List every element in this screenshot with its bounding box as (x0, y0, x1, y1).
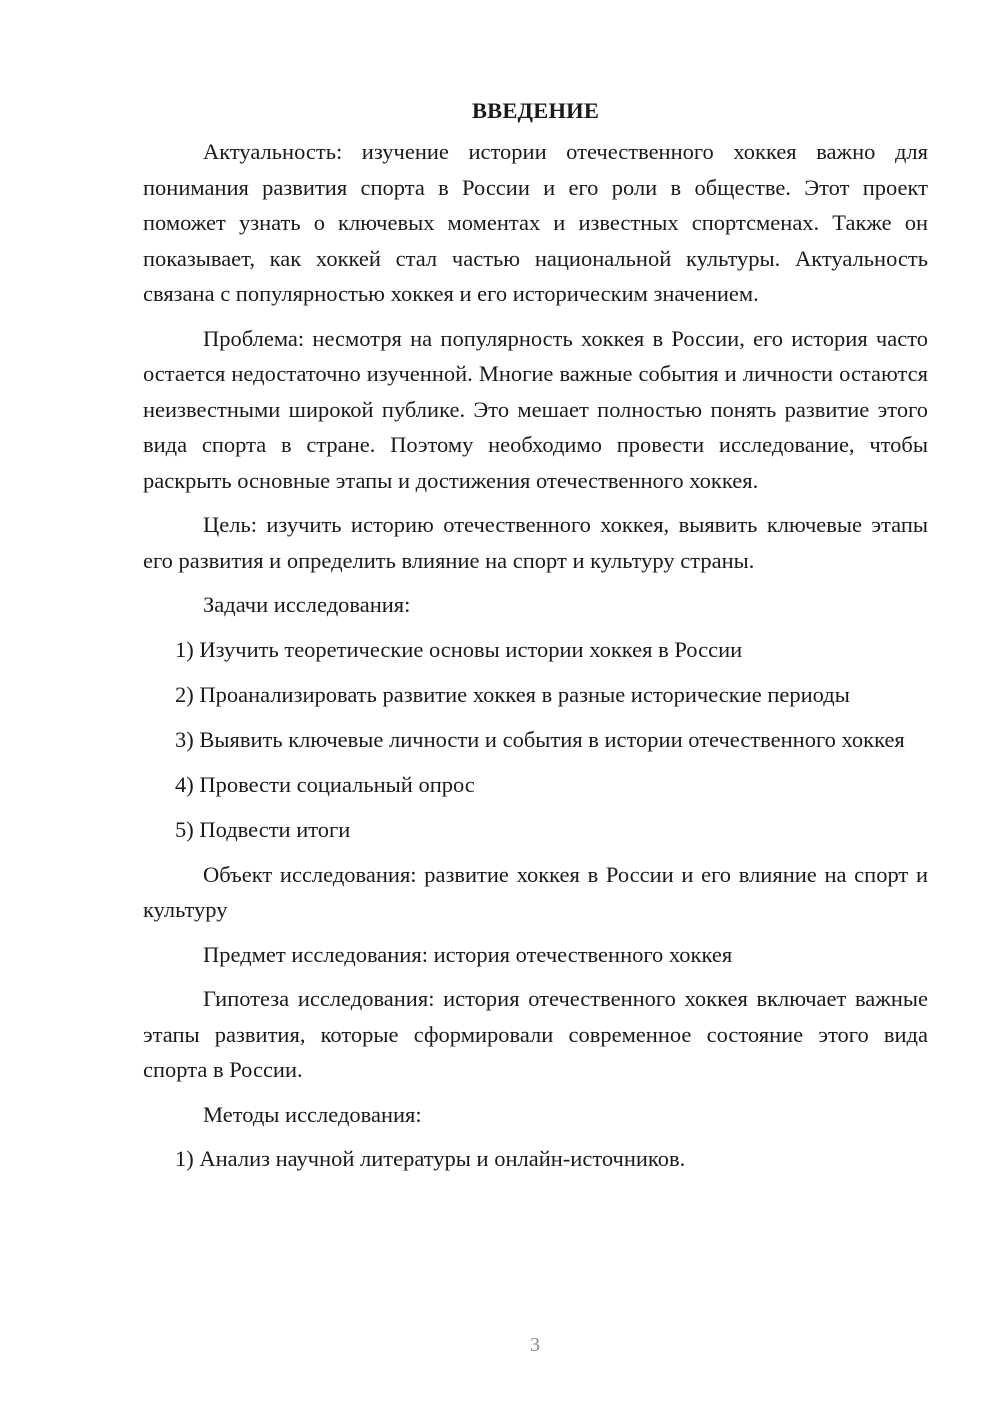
object-paragraph: Объект исследования: развитие хоккея в России и его влияние на спорт и культуру (143, 861, 928, 922)
problem-paragraph: Проблема: несмотря на популярность хоккея в России, его история часто остается недостаточно изученной. Многие важные события и личности остаются неизвестными широкой публике. Это мешает полностью понять развитие этого вида спорта в стране. Поэтому необходимо провести исследование, чтобы раскрыть основные этапы и достижения отечественного хоккея. (143, 325, 928, 493)
task-item-3: 3) Выявить ключевые личности и события в истории отечественного хоккея (175, 726, 905, 752)
tasks-heading: Задачи исследования: (203, 592, 411, 617)
subject-paragraph: Предмет исследования: история отечественного хоккея (203, 941, 733, 967)
section-title: ВВЕДЕНИЕ (471, 98, 600, 123)
page-number: 3 (530, 1334, 540, 1356)
hypothesis-paragraph: Гипотеза исследования: история отечественного хоккея включает важные этапы развития, которые сформировали современное состояние этого вида спорта в России. (143, 986, 928, 1082)
task-item-2: 2) Проанализировать развитие хоккея в разные исторические периоды (175, 681, 850, 707)
task-item-1: 1) Изучить теоретические основы истории хоккея в России (175, 636, 743, 662)
task-item-5: 5) Подвести итоги (175, 816, 351, 842)
methods-heading: Методы исследования: (203, 1101, 422, 1127)
relevance-paragraph: Актуальность: изучение истории отечественного хоккея важно для понимания развития спорта в России и его роли в обществе. Этот проект поможет узнать о ключевых моментах и известных спортсменах. Также он показывает, как хоккей стал частью национальной культуры. Актуальность связана с популярностью хоккея и его историческим значением. (143, 139, 928, 306)
method-item-1: 1) Анализ научной литературы и онлайн-источников. (175, 1146, 686, 1171)
goal-paragraph: Цель: изучить историю отечественного хоккея, выявить ключевые этапы его развития и определить влияние на спорт и культуру страны. (143, 512, 928, 573)
page-content (143, 95, 928, 1186)
task-item-4: 4) Провести социальный опрос (175, 771, 475, 797)
